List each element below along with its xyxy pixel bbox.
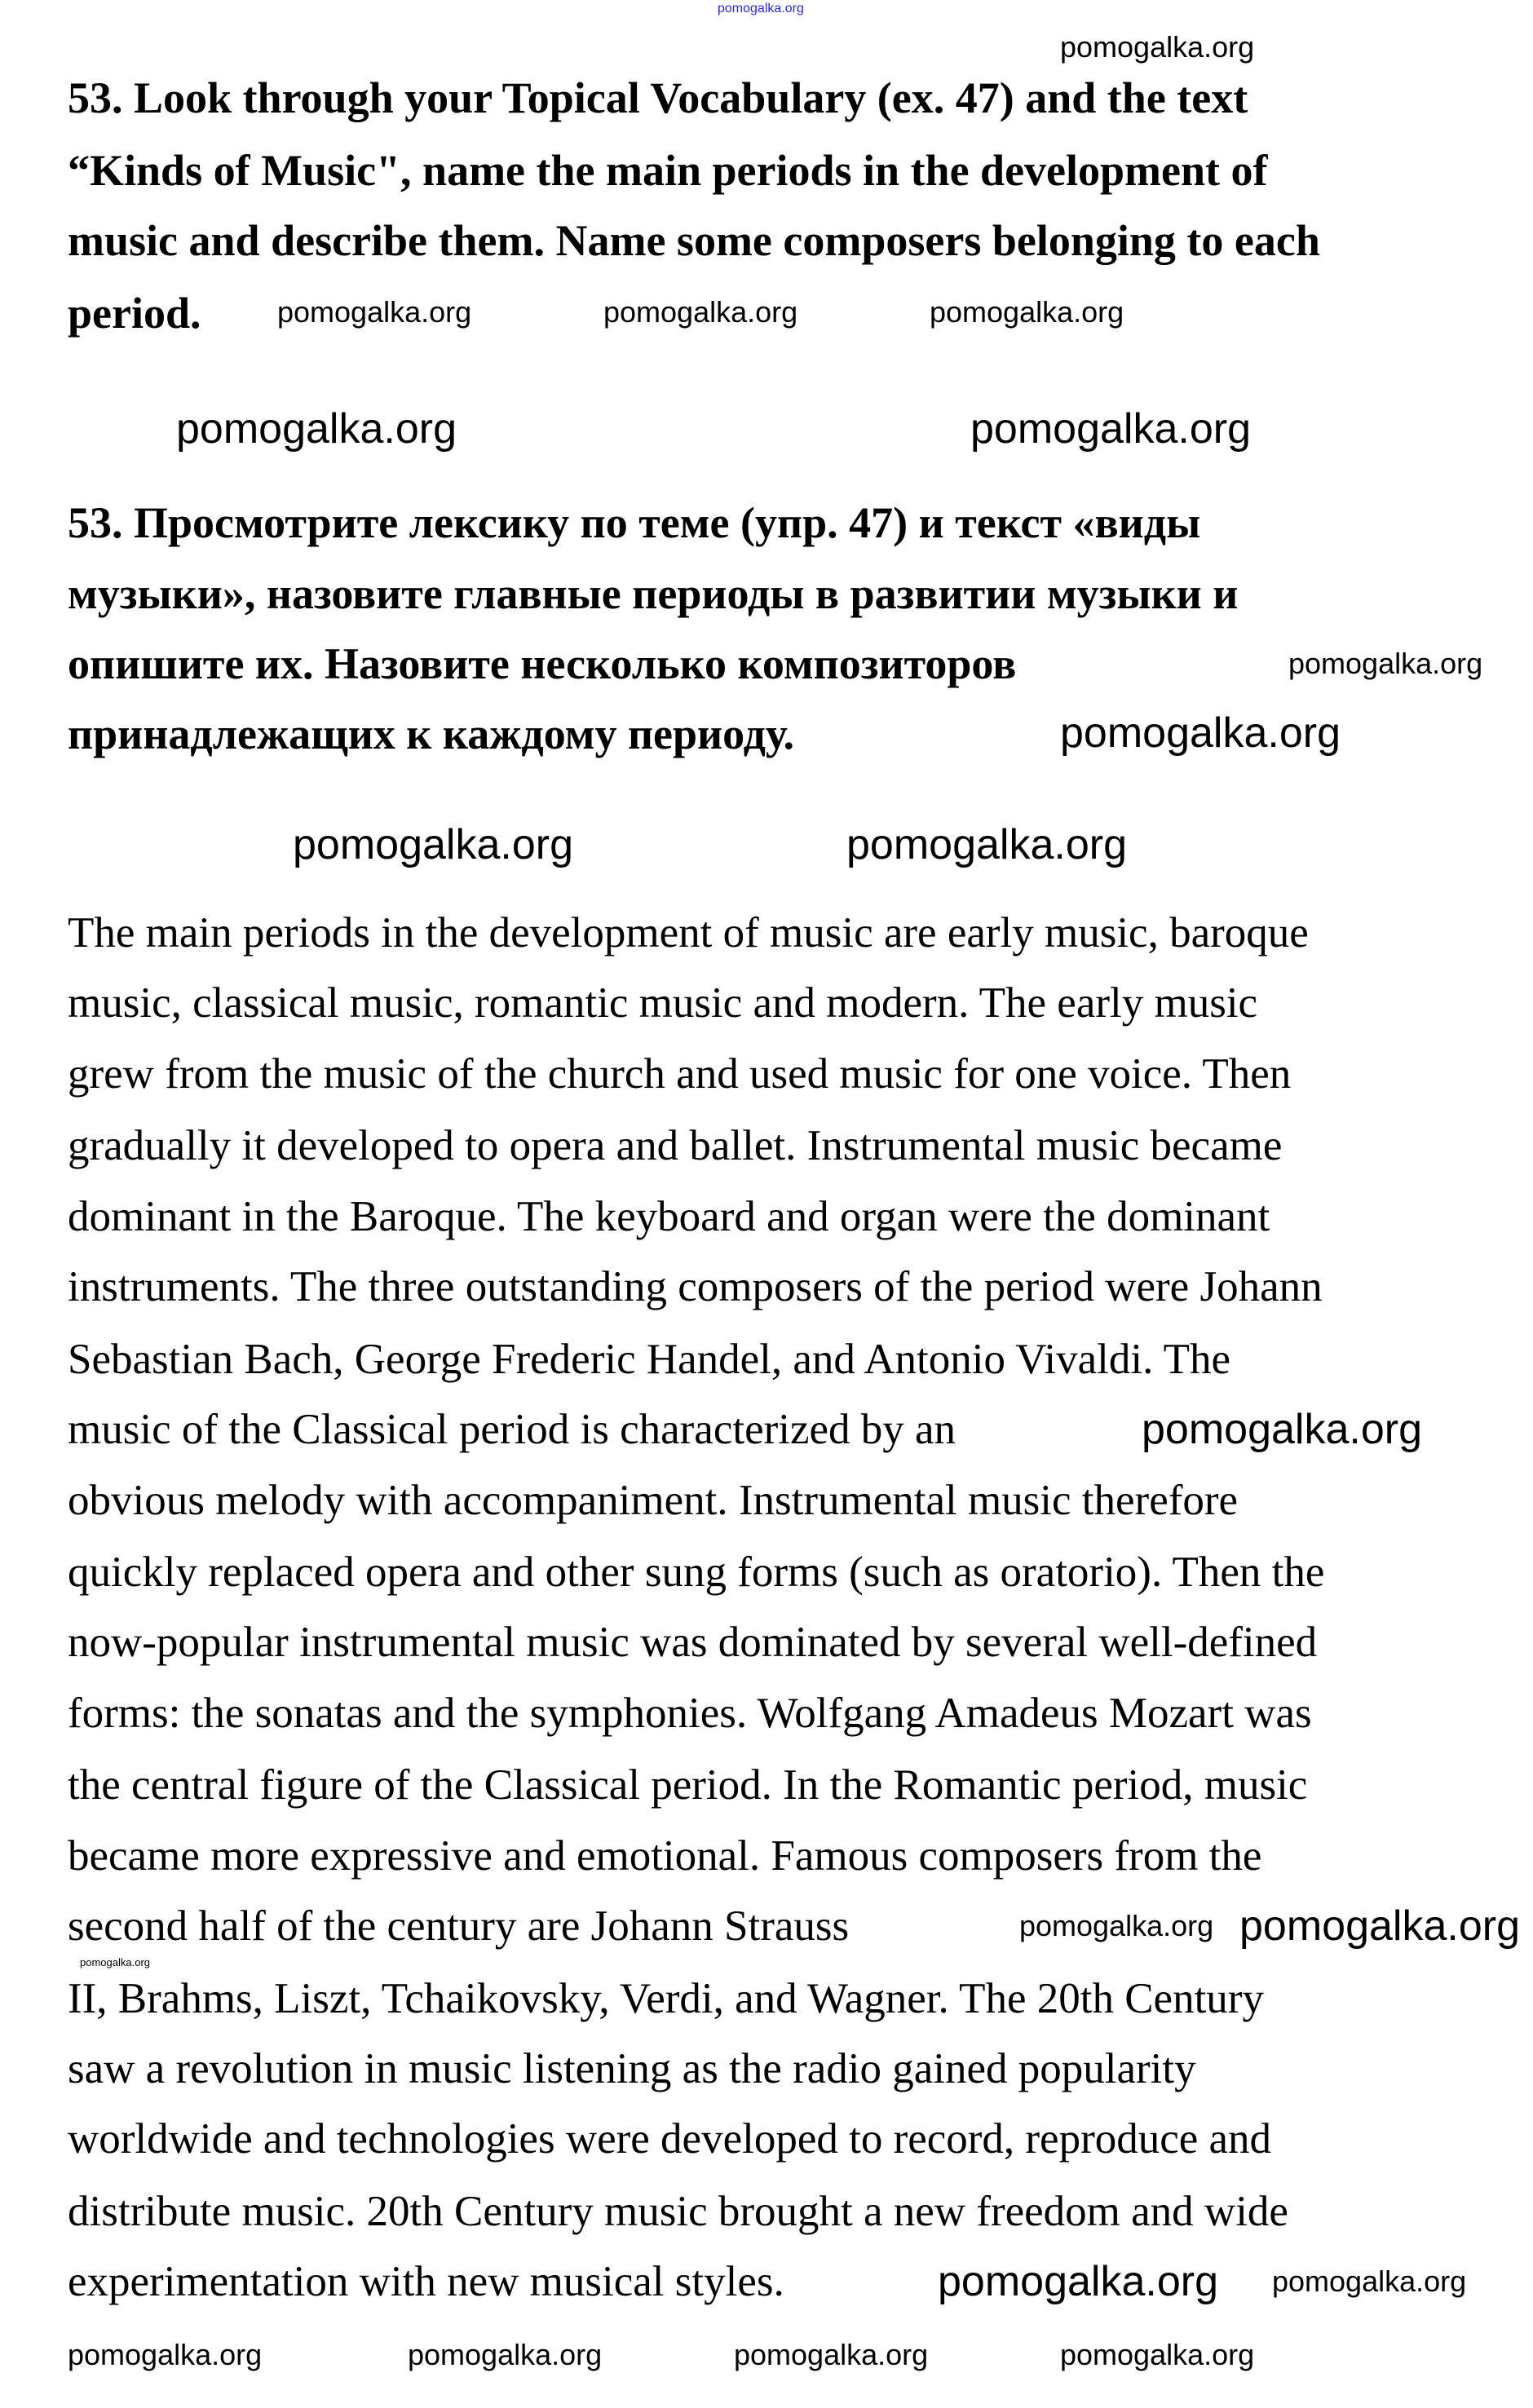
answer-line: experimentation with new musical styles. xyxy=(68,2258,784,2305)
watermark: pomogalka.org xyxy=(938,2258,1218,2305)
answer-line: forms: the sonatas and the symphonies. Wolfgang Amadeus Mozart was xyxy=(68,1690,1312,1737)
answer-line: second half of the century are Johann Strauss xyxy=(68,1902,850,1950)
question-en-line: “Kinds of Music", name the main periods in the development of xyxy=(68,146,1268,195)
watermark: pomogalka.org xyxy=(846,821,1127,868)
watermark: pomogalka.org xyxy=(970,405,1251,453)
question-en-line: period. xyxy=(68,289,201,338)
watermark: pomogalka.org xyxy=(408,2338,603,2371)
answer-line: saw a revolution in music listening as the radio gained popularity xyxy=(68,2045,1196,2092)
answer-line: obvious melody with accompaniment. Instrumental music therefore xyxy=(68,1477,1239,1524)
answer-line: quickly replaced opera and other sung forms (such as oratorio). Then the xyxy=(68,1549,1325,1596)
watermark: pomogalka.org xyxy=(80,1956,150,1968)
answer-line: gradually it developed to opera and ballet. Instrumental music became xyxy=(68,1122,1283,1169)
answer-line: distribute music. 20th Century music brought a new freedom and wide xyxy=(68,2188,1288,2235)
watermark: pomogalka.org xyxy=(293,821,573,868)
watermark: pomogalka.org xyxy=(1272,2264,1467,2298)
watermark: pomogalka.org xyxy=(68,2338,263,2371)
watermark: pomogalka.org xyxy=(734,2338,929,2371)
question-en-line: 53. Look through your Topical Vocabulary (ex. 47) and the text xyxy=(68,73,1248,122)
question-ru-line: 53. Просмотрите лексику по теме (упр. 47) и текст «виды xyxy=(68,498,1201,547)
watermark: pomogalka.org xyxy=(930,295,1124,329)
watermark: pomogalka.org xyxy=(1019,1909,1214,1942)
answer-line: Sebastian Bach, George Frederic Handel, and Antonio Vivaldi. The xyxy=(68,1336,1231,1383)
watermark: pomogalka.org xyxy=(1288,647,1483,680)
answer-line: dominant in the Baroque. The keyboard and organ were the dominant xyxy=(68,1193,1270,1240)
answer-line: instruments. The three outstanding composers of the period were Johann xyxy=(68,1263,1323,1310)
answer-line: now-popular instrumental music was dominated by several well-defined xyxy=(68,1619,1318,1666)
watermark-top: pomogalka.org xyxy=(718,2,804,15)
watermark: pomogalka.org xyxy=(1060,709,1341,757)
answer-line: music, classical music, romantic music and modern. The early music xyxy=(68,979,1258,1027)
question-ru-line: опишите их. Назовите несколько композиторов xyxy=(68,639,1017,688)
answer-line: grew from the music of the church and used music for one voice. Then xyxy=(68,1050,1292,1098)
question-ru-line: принадлежащих к каждому периоду. xyxy=(68,709,795,758)
watermark: pomogalka.org xyxy=(176,405,457,453)
answer-line: worldwide and technologies were developed to record, reproduce and xyxy=(68,2115,1272,2163)
watermark: pomogalka.org xyxy=(1142,1406,1422,1453)
question-en-line: music and describe them. Name some composers belonging to each xyxy=(68,216,1320,265)
answer-line: The main periods in the development of music are early music, baroque xyxy=(68,909,1309,957)
watermark: pomogalka.org xyxy=(603,295,798,329)
watermark: pomogalka.org xyxy=(1239,1902,1520,1950)
watermark: pomogalka.org xyxy=(1060,30,1255,64)
watermark: pomogalka.org xyxy=(277,295,472,329)
answer-line: II, Brahms, Liszt, Tchaikovsky, Verdi, and Wagner. The 20th Century xyxy=(68,1975,1264,2022)
answer-line: music of the Classical period is characterized by an xyxy=(68,1406,956,1453)
answer-line: the central figure of the Classical period. In the Romantic period, music xyxy=(68,1761,1308,1809)
question-ru-line: музыки», назовите главные периоды в развитии музыки и xyxy=(68,569,1239,618)
answer-line: became more expressive and emotional. Famous composers from the xyxy=(68,1832,1262,1880)
watermark: pomogalka.org xyxy=(1060,2338,1255,2371)
